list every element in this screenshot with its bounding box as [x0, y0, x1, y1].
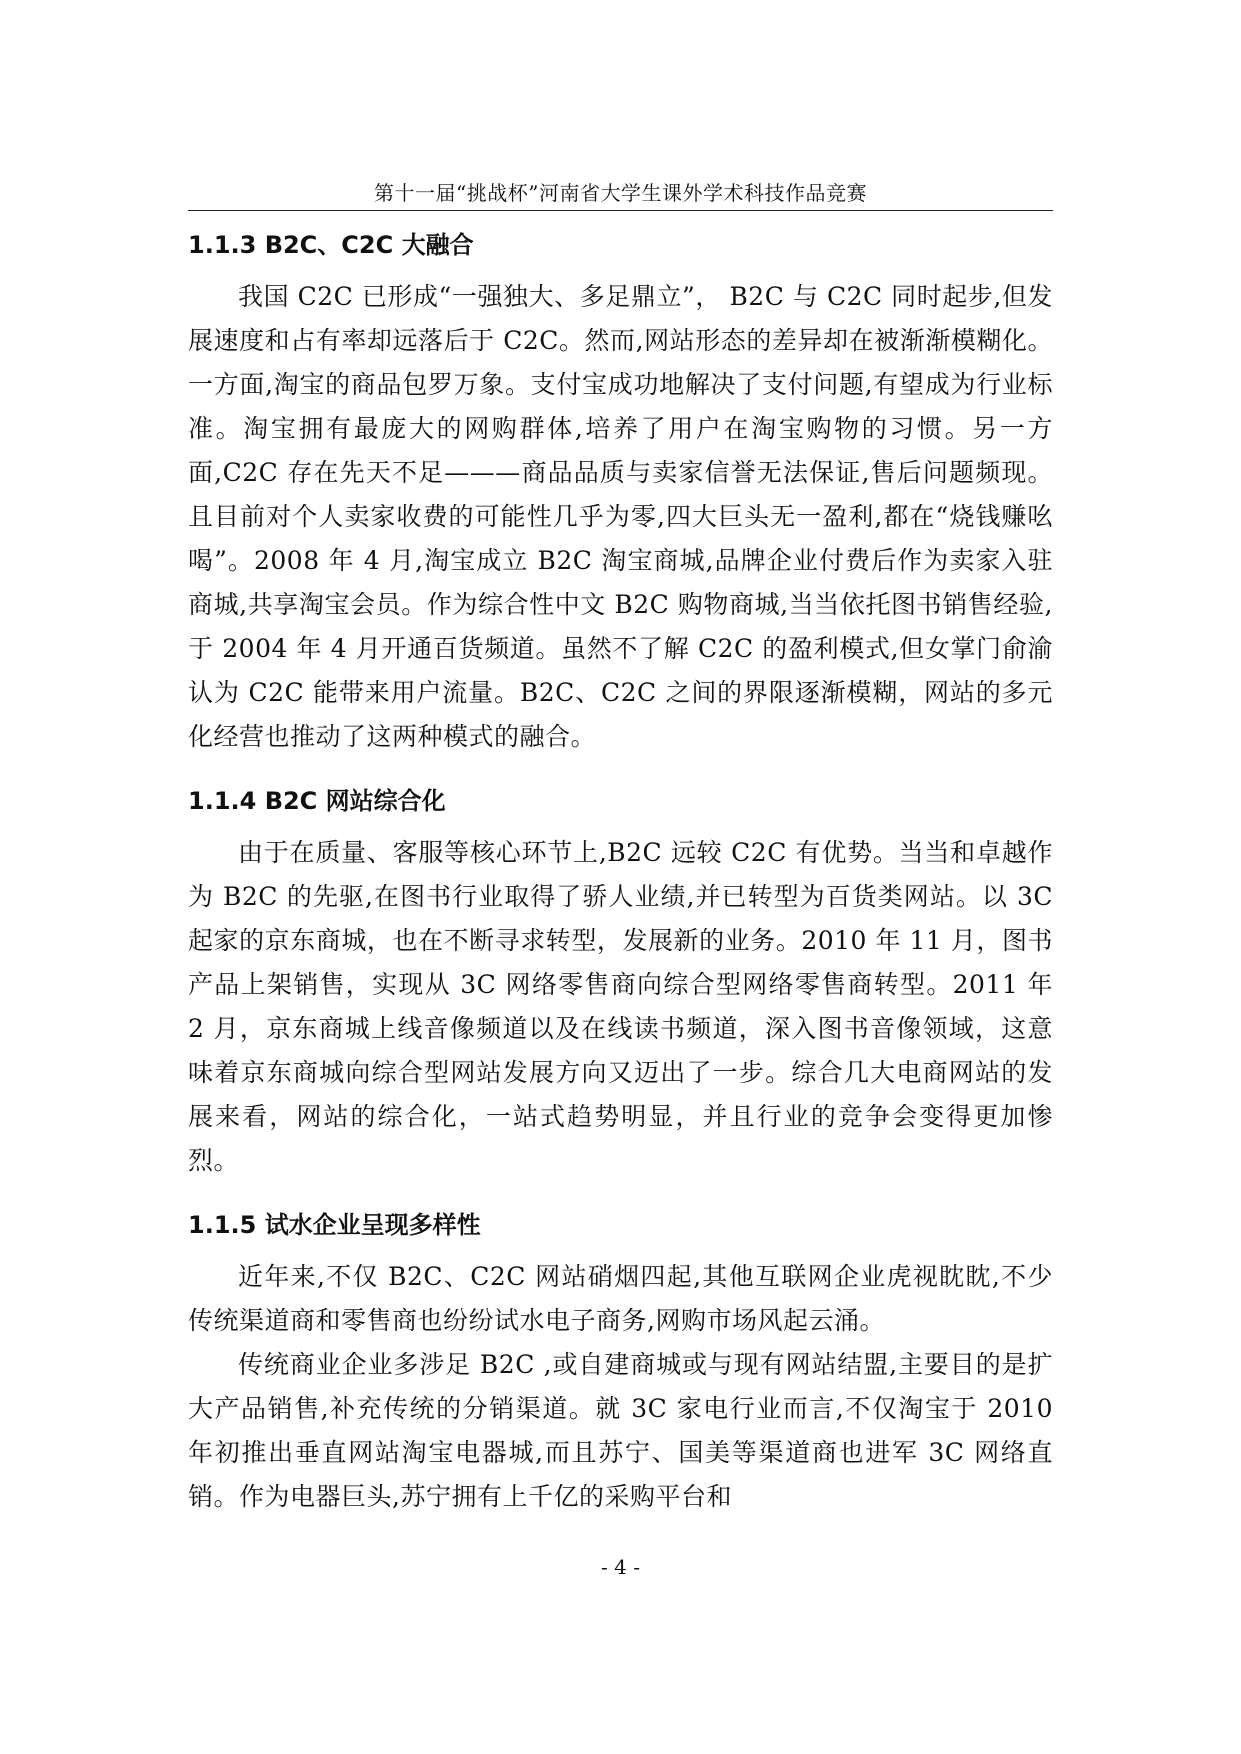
running-header: 第十一届“挑战杯”河南省大学生课外学术科技作品竞赛 — [374, 181, 867, 205]
document-body — [188, 215, 1053, 1519]
section-heading: 1.1.4 B2C 网站综合化 — [188, 787, 446, 815]
header-rule — [188, 210, 1053, 211]
body-paragraph: 传统商业企业多涉足 B2C ,或自建商城或与现有网站结盟,主要目的是扩大产品销售,补充传统的分销渠道。就 3C 家电行业而言,不仅淘宝于 2010 年初推出垂直网站淘宝电器城,而且苏宁、国美等渠道商也进军 3C 网络直销。作为电器巨头,苏宁拥有上千亿的采购平台和 — [188, 1350, 1053, 1511]
body-paragraph: 近年来,不仅 B2C、C2C 网站硝烟四起,其他互联网企业虎视眈眈,不少传统渠道商和零售商也纷纷试水电子商务,网购市场风起云涌。 — [188, 1262, 1053, 1335]
page-number: - 4 - — [601, 1555, 640, 1579]
body-paragraph: 由于在质量、客服等核心环节上,B2C 远较 C2C 有优势。当当和卓越作为 B2C 的先驱,在图书行业取得了骄人业绩,并已转型为百货类网站。以 3C 起家的京东商城，也在不断寻求转型，发展新的业务。2010 年 11 月，图书产品上架销售，实现从 3C 网络零售商向综合型网络零售商转型。2011 年 2 月，京东商城上线音像频道以及在线读书频道，深入图书音像领域，这意味着京东商城向综合型网站发展方向又迈出了一步。综合几大电商网站的发展来看，网站的综合化，一站式趋势明显，并且行业的竞争会变得更加惨烈。 — [188, 838, 1053, 1175]
section-1-1-4 — [188, 771, 1053, 1183]
section-heading: 1.1.5 试水企业呈现多样性 — [188, 1211, 481, 1239]
section-heading: 1.1.3 B2C、C2C 大融合 — [188, 231, 474, 259]
body-paragraph: 我国 C2C 已形成“一强独大、多足鼎立”， B2C 与 C2C 同时起步,但发展速度和占有率却远落后于 C2C。然而,网站形态的差异却在被渐渐模糊化。一方面,淘宝的商品包罗万象。支付宝成功地解决了支付问题,有望成为行业标准。淘宝拥有最庞大的网购群体,培养了用户在淘宝购物的习惯。另一方面,C2C 存在先天不足———商品品质与卖家信誉无法保证,售后问题频现。且目前对个人卖家收费的可能性几乎为零,四大巨头无一盈利,都在“烧钱赚吆喝”。2008 年 4 月,淘宝成立 B2C 淘宝商城,品牌企业付费后作为卖家入驻商城,共享淘宝会员。作为综合性中文 B2C 购物商城,当当依托图书销售经验,于 2004 年 4 月开通百货频道。虽然不了解 C2C 的盈利模式,但女掌门俞渝认为 C2C 能带来用户流量。B2C、C2C 之间的界限逐渐模糊，网站的多元化经营也推动了这两种模式的融合。 — [188, 282, 1053, 751]
section-1-1-3 — [188, 215, 1053, 759]
section-1-1-5 — [188, 1195, 1053, 1519]
